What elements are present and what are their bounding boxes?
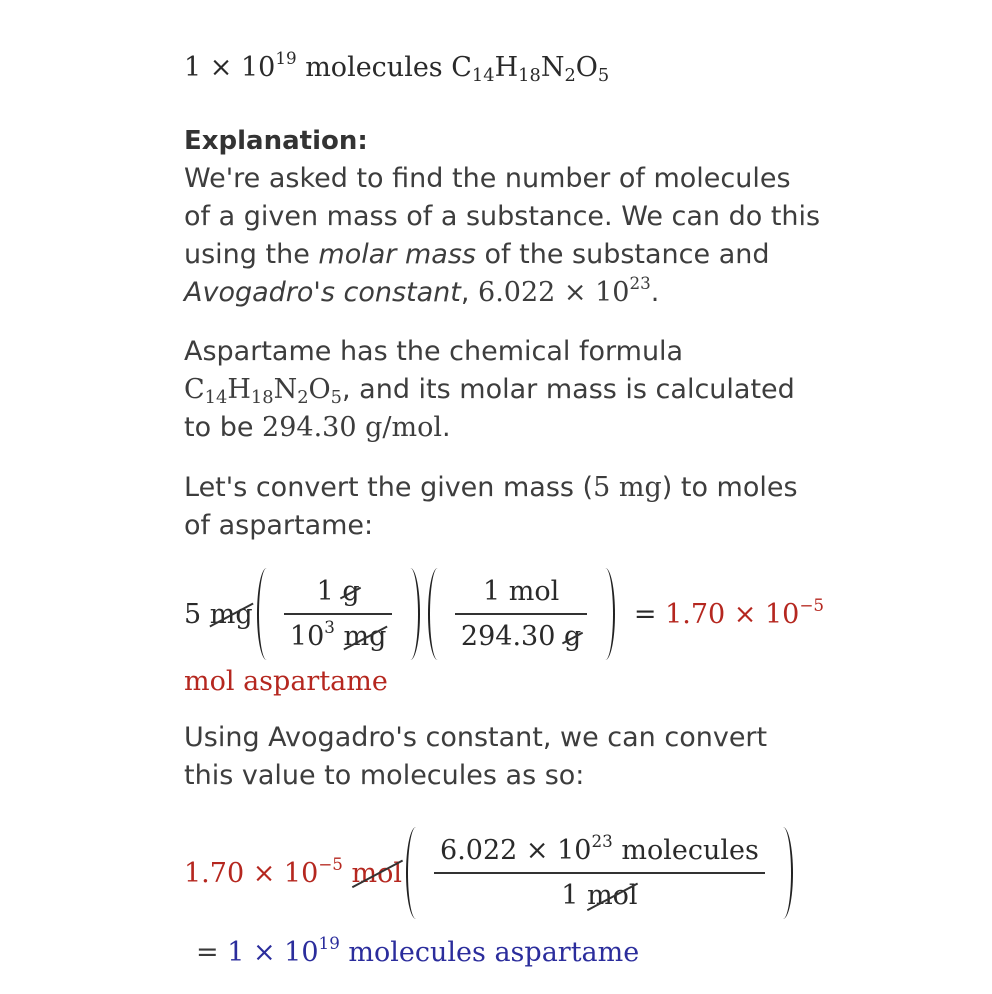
mg-cancelled: mg bbox=[343, 621, 387, 652]
mass-to-moles-equation bbox=[184, 563, 824, 665]
eq1-start-unit-cancelled: mg bbox=[209, 598, 253, 630]
molar-mass-term: molar mass bbox=[318, 239, 476, 270]
moles-to-molecules-equation bbox=[184, 819, 824, 927]
avogadro-value: $6.022 \times 10^{23}$ bbox=[478, 272, 651, 308]
left-paren bbox=[257, 568, 276, 660]
mol-cancelled: mol bbox=[351, 857, 403, 889]
equals-sign: = bbox=[633, 598, 657, 630]
answer-exponent: 19 bbox=[275, 47, 297, 68]
answer-formula: $C_{14}H_{18}N_2O_5$ bbox=[451, 52, 610, 86]
explanation-heading: Explanation: bbox=[184, 126, 368, 156]
molar-mass-value: 294.30 g/mol bbox=[262, 412, 442, 443]
explanation-paragraph-4: Using Avogadro's constant, we can convert this value to molecules as so: bbox=[184, 722, 768, 791]
right-paren bbox=[595, 568, 614, 660]
aspartame-formula: $C_{14}H_{18}N_2O_5$ bbox=[184, 374, 343, 408]
eq1-result-unit: mol aspartame bbox=[184, 666, 388, 697]
right-paren bbox=[773, 827, 793, 919]
g-cancelled: g bbox=[342, 576, 360, 607]
answer-coefficient: 1 × 10 bbox=[184, 52, 276, 83]
solution-page bbox=[184, 48, 824, 968]
avogadro-term: Avogadro's constant bbox=[184, 277, 461, 308]
eq2-start-value: $1.70 \times 10^{-5}$ bbox=[184, 853, 343, 889]
left-paren bbox=[428, 568, 447, 660]
eq1-result: $1.70 \times 10^{-5}$ bbox=[665, 594, 825, 630]
answer-unit: molecules bbox=[296, 52, 452, 83]
avogadro-fraction: $\frac{6.022 \times 10^{23} molecules}{\text{1 mol}}$ bbox=[434, 835, 765, 911]
right-paren bbox=[400, 568, 419, 660]
left-paren bbox=[406, 827, 426, 919]
mg-to-g-fraction: $\frac{1 g}{10^3 mg}$ bbox=[284, 576, 393, 652]
explanation-paragraph-3: Let's convert the given mass (5 mg) to moles of aspartame: bbox=[184, 472, 798, 541]
g-cancelled: g bbox=[564, 621, 582, 652]
mol-cancelled: mol bbox=[587, 880, 638, 911]
g-to-mol-fraction: $\frac{\text{1 mol}}{294.30 g}$ bbox=[455, 576, 587, 652]
explanation-paragraph-2: Aspartame has the chemical formula $C_{14}H_{18}N_2O_5$, and its molar mass is calculated to be 294.30 g/mol. bbox=[184, 336, 795, 443]
answer-line bbox=[184, 48, 824, 88]
eq1-start-value: 5 bbox=[184, 598, 202, 630]
given-mass: 5 mg bbox=[593, 472, 662, 503]
explanation-paragraph-1: We're asked to find the number of molecules of a given mass of a substance. We can do this using the molar mass of the substance and Avogadro's constant, $6.022 \times 10^{23}$. bbox=[184, 163, 821, 308]
final-result: = $1 \times 10^{19}$ molecules aspartame bbox=[196, 932, 640, 968]
